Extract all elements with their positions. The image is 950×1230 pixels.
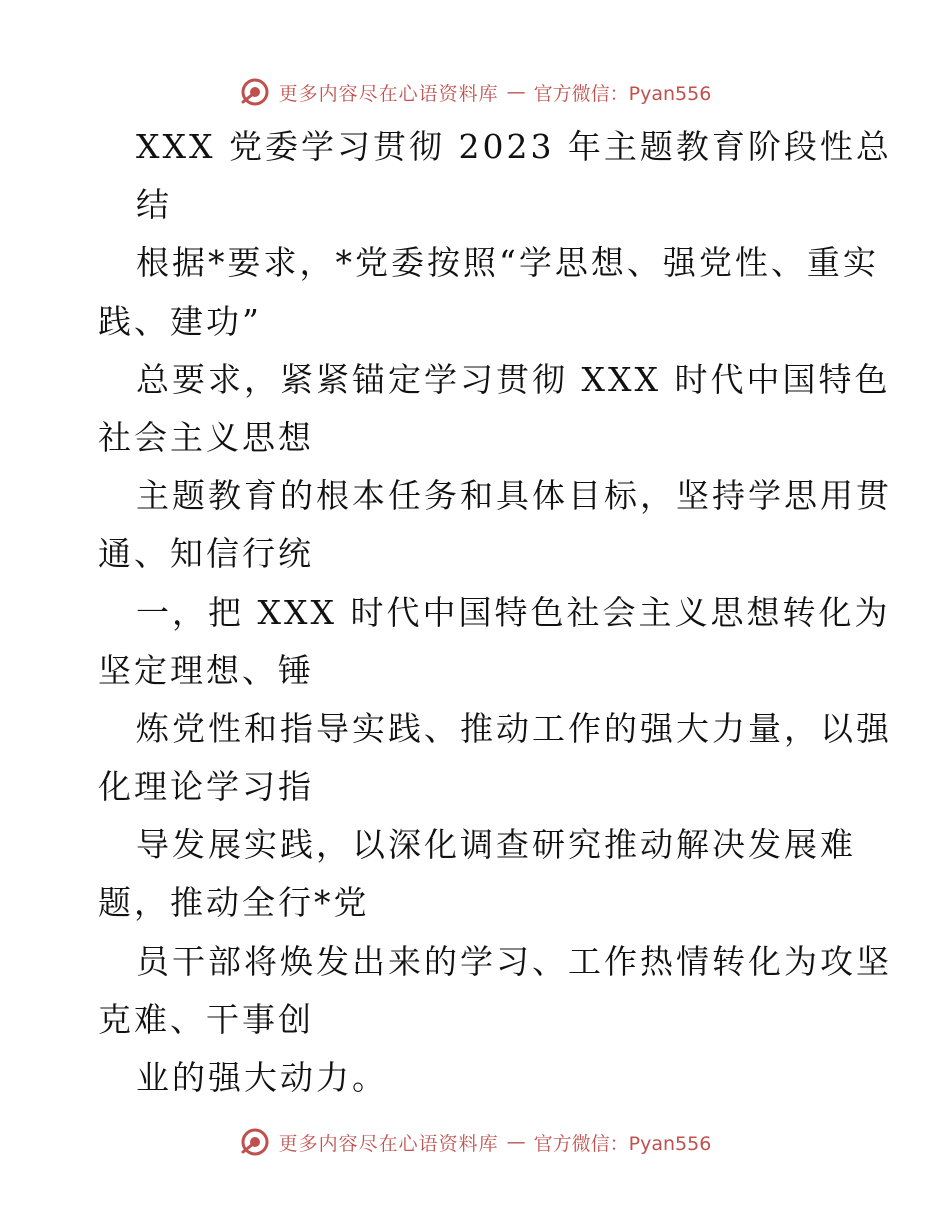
paragraph-line: 一，把 XXX 时代中国特色社会主义思想转化为 xyxy=(136,592,891,632)
paragraph-line: 克难、干事创 xyxy=(98,999,314,1039)
watermark-main-text: 更多内容尽在心语资料库 xyxy=(278,1132,499,1155)
paragraph-line: 总要求，紧紧锚定学习贯彻 XXX 时代中国特色 xyxy=(136,359,891,399)
watermark-contact-text: 官方微信：Pyan556 xyxy=(533,82,712,105)
document-title-line-1: XXX 党委学习贯彻 2023 年主题教育阶段性总 xyxy=(136,127,892,166)
paragraph-line: 炼党性和指导实践、推动工作的强大力量，以强 xyxy=(136,708,892,748)
paragraph-line: 员干部将焕发出来的学习、工作热情转化为攻坚 xyxy=(136,941,892,981)
document-title-line-2: 结 xyxy=(136,185,172,225)
watermark-contact-text: 官方微信：Pyan556 xyxy=(533,1132,712,1155)
logo-icon xyxy=(239,76,271,108)
watermark-main-text: 更多内容尽在心语资料库 xyxy=(278,82,499,105)
paragraph-line: 业的强大动力。 xyxy=(136,1058,388,1097)
paragraph-line: 践、建功” xyxy=(98,301,262,341)
footer-watermark xyxy=(0,1122,950,1162)
paragraph-line: 导发展实践，以深化调查研究推动解决发展难 xyxy=(136,825,856,865)
document-body xyxy=(98,118,892,1107)
paragraph-line: 根据*要求，*党委按照“学思想、强党性、重实 xyxy=(136,243,879,283)
logo-icon xyxy=(239,1126,271,1158)
paragraph-line: 坚定理想、锤 xyxy=(98,650,314,690)
watermark-separator: — xyxy=(506,1131,526,1153)
paragraph-line: 化理论学习指 xyxy=(98,767,314,807)
paragraph-line: 主题教育的根本任务和具体目标，坚持学思用贯 xyxy=(136,476,892,516)
paragraph-line: 社会主义思想 xyxy=(98,417,314,457)
paragraph-line: 通、知信行统 xyxy=(98,534,314,574)
paragraph-line: 题，推动全行*党 xyxy=(98,883,370,923)
header-watermark xyxy=(0,72,950,112)
watermark-separator: — xyxy=(506,81,526,103)
